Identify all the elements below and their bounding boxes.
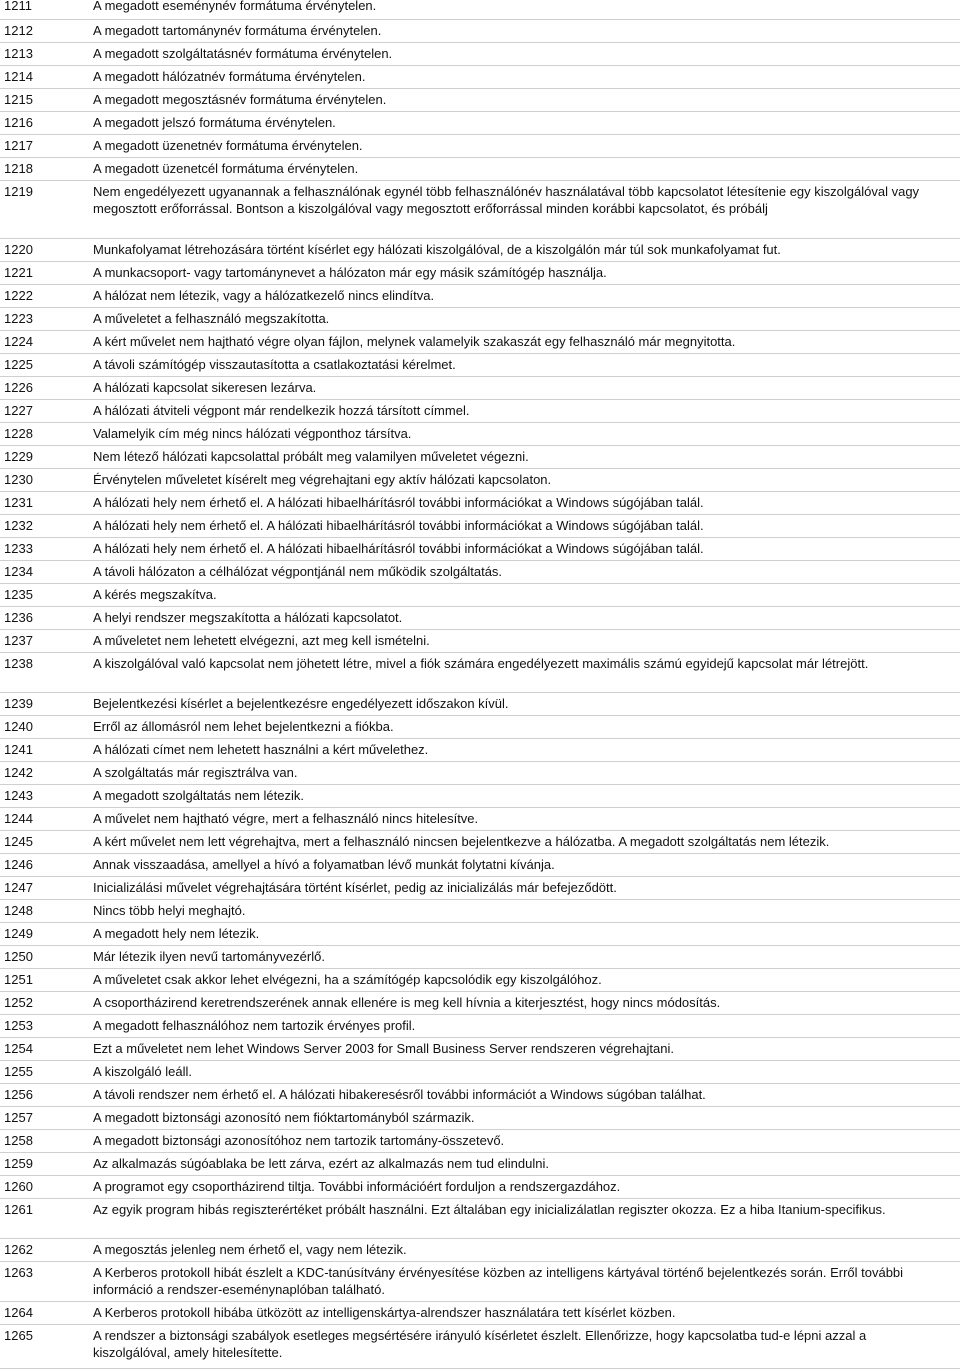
table-row [0,1262,960,1302]
table-row [0,693,960,716]
table-row [0,946,960,969]
table-row [0,285,960,308]
error-code: 1225 [4,357,33,372]
error-message: A távoli hálózaton a célhálózat végpontjánál nem működik szolgáltatás. [93,564,503,579]
error-message: A megadott tartománynév formátuma érvénytelen. [93,23,382,38]
error-message: A kérés megszakítva. [93,587,217,602]
error-code: 1230 [4,472,33,487]
table-row [0,607,960,630]
table-row [0,1015,960,1038]
error-message: Inicializálási művelet végrehajtására történt kísérlet, pedig az inicializálás már befejeződött. [93,880,617,895]
error-code: 1265 [4,1328,33,1343]
table-row [0,1325,960,1369]
error-code: 1241 [4,742,33,757]
table-row [0,446,960,469]
error-code: 1254 [4,1041,33,1056]
error-code: 1255 [4,1064,33,1079]
error-code: 1212 [4,23,33,38]
error-code: 1228 [4,426,33,441]
error-message: Nem engedélyezett ugyanannak a felhasználónak egynél több felhasználónév használatával több kapcsolatot létesítenie egy kiszolgálóval vagy megosztott erőforrással. Bontson a kiszolgálóval vagy megosztott erőforrással minden korábbi kapcsolatot, és próbálj [93,184,920,216]
error-message: A megadott biztonsági azonosítóhoz nem tartozik tartomány-összetevő. [93,1133,505,1148]
table-row [0,854,960,877]
table-row [0,808,960,831]
error-message: A megadott szolgáltatásnév formátuma érvénytelen. [93,46,393,61]
error-message: A távoli számítógép visszautasította a csatlakoztatási kérelmet. [93,357,456,372]
table-row [0,831,960,854]
error-message: A csoportházirend keretrendszerének annak ellenére is meg kell hívnia a kiterjesztést, hogy nincs módosítás. [93,995,721,1010]
table-row [0,923,960,946]
table-row [0,377,960,400]
error-message: A megadott üzenetnév formátuma érvénytelen. [93,138,363,153]
table-row [0,423,960,446]
error-message: Érvénytelen műveletet kísérelt meg végrehajtani egy aktív hálózati kapcsolaton. [93,472,552,487]
table-row [0,561,960,584]
error-message: A művelet nem hajtható végre, mert a felhasználó nincs hitelesítve. [93,811,479,826]
table-row [0,1199,960,1239]
error-message: A hálózati hely nem érhető el. A hálózati hibaelhárításról további információkat a Windows súgójában talál. [93,495,704,510]
error-code: 1260 [4,1179,33,1194]
table-row [0,354,960,377]
table-row [0,739,960,762]
table-row [0,112,960,135]
table-row [0,584,960,607]
error-message: A hálózati kapcsolat sikeresen lezárva. [93,380,317,395]
table-row [0,1176,960,1199]
error-code: 1240 [4,719,33,734]
table-row [0,969,960,992]
error-code: 1263 [4,1265,33,1280]
error-code: 1258 [4,1133,33,1148]
error-message: A műveletet a felhasználó megszakította. [93,311,330,326]
error-code: 1250 [4,949,33,964]
error-message: A rendszer a biztonsági szabályok esetleges megsértésére irányuló kísérletet észlelt. Ellenőrizze, hogy kapcsolatba tud-e lépni azzal a kiszolgálóval, amely hitelesítette. [93,1328,867,1360]
table-row [0,785,960,808]
table-row [0,158,960,181]
error-message: A szolgáltatás már regisztrálva van. [93,765,298,780]
error-code: 1246 [4,857,33,872]
table-row [0,1302,960,1325]
error-code: 1235 [4,587,33,602]
error-message: A megosztás jelenleg nem érhető el, vagy nem létezik. [93,1242,407,1257]
error-code: 1231 [4,495,33,510]
table-row [0,515,960,538]
error-code: 1243 [4,788,33,803]
error-message: Bejelentkezési kísérlet a bejelentkezésre engedélyezett időszakon kívül. [93,696,509,711]
error-code: 1253 [4,1018,33,1033]
error-message: Annak visszaadása, amellyel a hívó a folyamatban lévő munkát folytatni kívánja. [93,857,555,872]
error-code: 1245 [4,834,33,849]
error-message: A Kerberos protokoll hibát észlelt a KDC-tanúsítvány érvényesítése közben az intelligens kártyával történő bejelentkezés során. Erről további információ a rendszer-eseménynaplóban található. [93,1265,904,1297]
error-code: 1261 [4,1202,33,1217]
error-message: Ezt a műveletet nem lehet Windows Server 2003 for Small Business Server rendszeren végrehajtani. [93,1041,674,1056]
error-code: 1219 [4,184,33,199]
table-row [0,0,960,20]
error-code: 1233 [4,541,33,556]
error-code: 1234 [4,564,33,579]
table-row [0,20,960,43]
error-message: Nincs több helyi meghajtó. [93,903,246,918]
error-code: 1247 [4,880,33,895]
table-row [0,1061,960,1084]
error-message: A megadott üzenetcél formátuma érvénytelen. [93,161,359,176]
error-message: A megadott hely nem létezik. [93,926,260,941]
table-row [0,262,960,285]
error-code: 1220 [4,242,33,257]
error-code: 1222 [4,288,33,303]
table-row [0,43,960,66]
error-code: 1217 [4,138,33,153]
error-message: A kért művelet nem lett végrehajtva, mert a felhasználó nincsen bejelentkezve a hálózatba. A megadott szolgáltatás nem létezik. [93,834,830,849]
table-row [0,135,960,158]
error-message: Az alkalmazás súgóablaka be lett zárva, ezért az alkalmazás nem tud elindulni. [93,1156,549,1171]
table-row [0,1153,960,1176]
table-row [0,1130,960,1153]
table-row [0,1239,960,1262]
table-row [0,630,960,653]
error-code: 1236 [4,610,33,625]
error-message: A hálózati hely nem érhető el. A hálózati hibaelhárításról további információkat a Windows súgójában talál. [93,518,704,533]
error-code: 1211 [4,0,32,13]
error-code: 1264 [4,1305,33,1320]
error-code: 1216 [4,115,33,130]
table-row [0,89,960,112]
error-code: 1242 [4,765,33,780]
table-row [0,308,960,331]
error-message: A megadott biztonsági azonosító nem fióktartományból származik. [93,1110,475,1125]
error-code: 1252 [4,995,33,1010]
error-message: A hálózati címet nem lehetett használni a kért művelethez. [93,742,429,757]
table-row [0,492,960,515]
error-code: 1224 [4,334,33,349]
error-message: A megadott felhasználóhoz nem tartozik érvényes profil. [93,1018,416,1033]
error-code: 1237 [4,633,33,648]
error-code: 1239 [4,696,33,711]
error-code: 1259 [4,1156,33,1171]
table-row [0,1107,960,1130]
error-code: 1215 [4,92,33,107]
table-row [0,400,960,423]
error-message: A kiszolgáló leáll. [93,1064,192,1079]
error-message: A kért művelet nem hajtható végre olyan fájlon, melynek valamelyik szakaszát egy felhasználó már megnyitotta. [93,334,736,349]
error-code: 1249 [4,926,33,941]
error-message: Munkafolyamat létrehozására történt kísérlet egy hálózati kiszolgálóval, de a kiszolgálón már túl sok munkafolyamat fut. [93,242,781,257]
error-message: Már létezik ilyen nevű tartományvezérlő. [93,949,325,964]
table-row [0,762,960,785]
error-code: 1232 [4,518,33,533]
table-row [0,900,960,923]
error-message: A megadott hálózatnév formátuma érvénytelen. [93,69,366,84]
error-message: A megadott szolgáltatás nem létezik. [93,788,305,803]
table-row [0,877,960,900]
error-code: 1218 [4,161,33,176]
error-message: A munkacsoport- vagy tartománynevet a hálózaton már egy másik számítógép használja. [93,265,607,280]
error-message: Erről az állomásról nem lehet bejelentkezni a fiókba. [93,719,394,734]
error-code: 1213 [4,46,33,61]
error-message: A hálózat nem létezik, vagy a hálózatkezelő nincs elindítva. [93,288,435,303]
error-message: A megadott megosztásnév formátuma érvénytelen. [93,92,387,107]
error-message: Valamelyik cím még nincs hálózati végponthoz társítva. [93,426,412,441]
error-code: 1229 [4,449,33,464]
error-code: 1214 [4,69,33,84]
error-code: 1244 [4,811,33,826]
table-row [0,716,960,739]
error-message: A programot egy csoportházirend tiltja. További információért forduljon a rendszergazdához. [93,1179,621,1194]
table-row [0,469,960,492]
table-row [0,181,960,239]
error-message: A hálózati átviteli végpont már rendelkezik hozzá társított címmel. [93,403,470,418]
error-code: 1238 [4,656,33,671]
error-message: Az egyik program hibás regiszterértéket próbált használni. Ezt általában egy inicializálatlan regiszter okozza. Ez a hiba Itanium-specifikus. [93,1202,886,1217]
error-message: A távoli rendszer nem érhető el. A hálózati hibakeresésről további információt a Windows súgóban találhat. [93,1087,706,1102]
table-row [0,331,960,354]
error-message: A műveletet csak akkor lehet elvégezni, ha a számítógép kapcsolódik egy kiszolgálóhoz. [93,972,602,987]
table-row [0,992,960,1015]
error-code: 1227 [4,403,33,418]
error-message: A Kerberos protokoll hibába ütközött az intelligenskártya-alrendszer használatára tett kísérlet közben. [93,1305,676,1320]
error-code: 1248 [4,903,33,918]
error-code: 1256 [4,1087,33,1102]
error-code: 1262 [4,1242,33,1257]
error-code: 1223 [4,311,33,326]
error-message: A helyi rendszer megszakította a hálózati kapcsolatot. [93,610,403,625]
table-row [0,239,960,262]
error-code: 1251 [4,972,33,987]
error-code: 1221 [4,265,33,280]
error-message: A hálózati hely nem érhető el. A hálózati hibaelhárításról további információkat a Windows súgójában talál. [93,541,704,556]
error-message: Nem létező hálózati kapcsolattal próbált meg valamilyen műveletet végezni. [93,449,529,464]
table-row [0,538,960,561]
error-code: 1257 [4,1110,33,1125]
table-row [0,1038,960,1061]
error-message: A kiszolgálóval való kapcsolat nem jöhetett létre, mivel a fiók számára engedélyezett maximális számú egyidejű kapcsolat már létrejött. [93,656,869,671]
error-message: A megadott eseménynév formátuma érvénytelen. [93,0,377,13]
error-message: A megadott jelszó formátuma érvénytelen. [93,115,336,130]
table-row [0,1084,960,1107]
table-row [0,653,960,693]
error-message: A műveletet nem lehetett elvégezni, azt meg kell ismételni. [93,633,430,648]
table-row [0,66,960,89]
error-code: 1226 [4,380,33,395]
